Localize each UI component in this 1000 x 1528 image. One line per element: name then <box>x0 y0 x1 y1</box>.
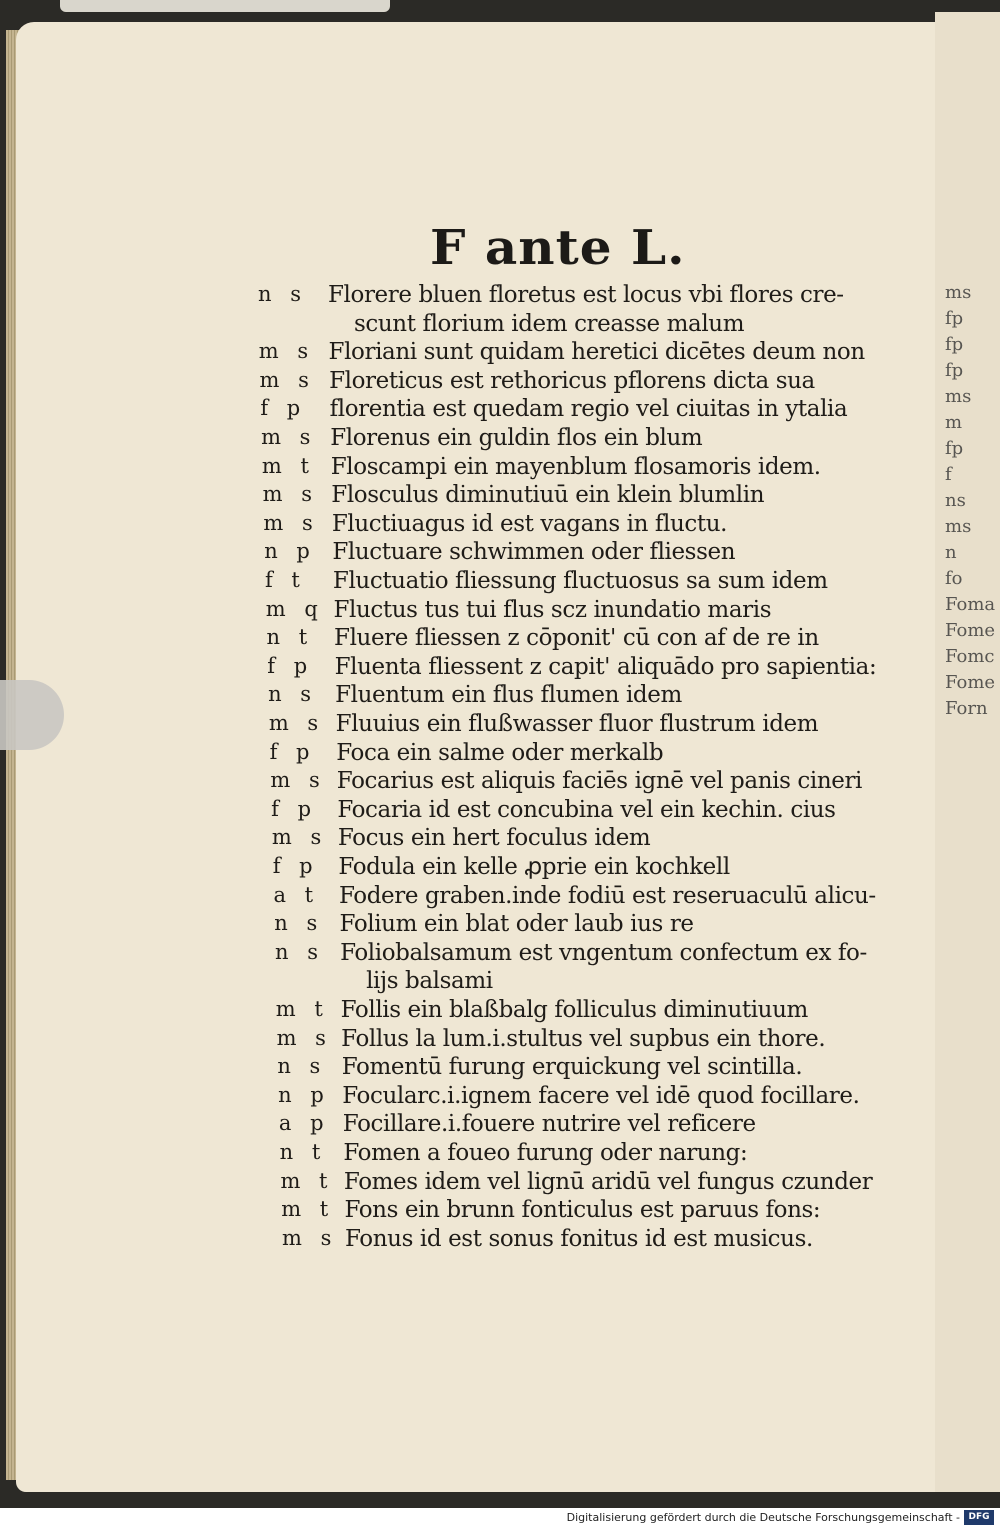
list-item <box>0 1226 900 1254</box>
facing-fragment: fp <box>945 308 964 329</box>
facing-fragment: ms <box>945 282 972 303</box>
list-item <box>0 454 900 482</box>
entry-text: Fluenta fliessent z capit' aliquādo pro sapientia: <box>334 653 877 680</box>
list-item <box>0 1140 900 1168</box>
entry-text: Foliobalsamum est vngentum confectum ex fo- <box>340 939 867 966</box>
entry-text: Floreticus est rethoricus pflorens dicta sua <box>329 367 815 394</box>
entry-text: Florere bluen floretus est locus vbi flores cre- <box>328 282 844 308</box>
facing-fragment: Forn <box>945 698 988 719</box>
list-item <box>0 396 900 424</box>
list-item <box>0 654 900 682</box>
entry-text: Fomes idem vel lignū aridū vel fungus czunder <box>343 1168 873 1195</box>
entry-text: Fluctuare schwimmen oder fliessen <box>332 539 736 566</box>
list-item <box>0 711 900 739</box>
entry-marker: n s <box>277 1054 327 1079</box>
entry-text: Focillare.i.fouere nutrire vel reficere <box>342 1111 756 1138</box>
list-item <box>0 768 900 796</box>
entry-text: Floscampi ein mayenblum flosamoris idem. <box>330 453 821 480</box>
list-item <box>0 568 900 596</box>
facing-fragment: m <box>945 412 963 433</box>
list-item <box>0 1197 900 1225</box>
entry-text: Fomen a foueo furung oder narung: <box>343 1140 748 1166</box>
entry-text: Floriani sunt quidam heretici dicētes deum non <box>328 339 865 366</box>
entry-marker: f p <box>267 653 314 678</box>
entry-marker: f t <box>264 568 306 592</box>
footer-bar <box>0 1508 1000 1528</box>
facing-fragment: fo <box>945 568 963 589</box>
entry-marker: m s <box>282 1225 338 1250</box>
entry-marker: m s <box>263 510 319 535</box>
facing-fragment: n <box>945 542 957 563</box>
entry-text: Fluctiuagus id est vagans in fluctu. <box>331 510 728 537</box>
entry-marker: m t <box>275 997 329 1021</box>
list-item <box>0 883 900 911</box>
list-item <box>0 511 900 539</box>
entry-text: Fluctuatio fliessung fluctuosus sa sum idem <box>332 568 828 594</box>
entry-text: Folium ein blat oder laub ius re <box>339 911 694 938</box>
entry-text: Fodula ein kelle ꝓprie ein kochkell <box>338 854 730 880</box>
facing-fragment: f <box>945 464 952 485</box>
entry-marker: f p <box>260 396 307 421</box>
facing-fragment: Fomc <box>945 646 995 667</box>
entry-text: Foca ein salme oder merkalb <box>336 739 664 766</box>
dfg-logo: DFG <box>964 1510 994 1525</box>
list-item <box>0 825 900 853</box>
entry-continuation: lijs balsami <box>366 968 493 995</box>
footer-credit: Digitalisierung gefördert durch die Deutsche Forschungsgemeinschaft - <box>566 1511 960 1524</box>
entry-text: Fluere fliessen z cōponit' cū con af de re in <box>334 625 819 652</box>
entry-marker: a t <box>273 882 320 907</box>
entry-text: Fomentū furung erquickung vel scintilla. <box>341 1054 803 1081</box>
entry-text: Florenus ein guldin flos ein blum <box>330 425 703 451</box>
facing-fragment: Fome <box>945 620 996 641</box>
list-item <box>0 425 900 453</box>
entry-marker: f p <box>269 739 316 764</box>
list-item <box>0 282 900 310</box>
entry-marker: n s <box>258 282 307 306</box>
list-item <box>0 997 900 1025</box>
list-item <box>0 597 900 625</box>
list-item <box>0 682 900 710</box>
list-item <box>0 1054 900 1082</box>
facing-fragment: fp <box>945 438 964 459</box>
entry-text: Focaria id est concubina vel ein kechin. cius <box>337 796 836 823</box>
entry-marker: f p <box>272 854 319 878</box>
entry-marker: n t <box>279 1140 327 1164</box>
top-clip <box>60 0 390 12</box>
list-item <box>0 1169 900 1197</box>
list-item <box>0 1026 900 1054</box>
entry-text: Fluctus tus tui flus scz inundatio maris <box>333 596 772 623</box>
entry-text: Follus la lum.i.stultus vel supbus ein thore. <box>341 1025 826 1052</box>
entry-marker: m s <box>276 1025 332 1050</box>
entry-marker: m s <box>271 825 328 850</box>
entry-text: florentia est quedam regio vel ciuitas in ytalia <box>329 396 848 423</box>
list-item <box>0 740 900 768</box>
entry-text: Focarius est aliquis faciēs ignē vel panis cineri <box>336 768 862 795</box>
entry-marker: f p <box>271 796 318 821</box>
entry-text: Fonus id est sonus fonitus id est musicus. <box>345 1225 813 1252</box>
facing-fragment: fp <box>945 334 964 355</box>
entry-marker: m s <box>270 768 326 793</box>
entry-marker: m t <box>261 453 315 478</box>
entry-marker: m s <box>258 339 315 364</box>
list-item <box>0 482 900 510</box>
entry-marker: n s <box>274 911 324 936</box>
list-item <box>0 368 900 396</box>
facing-fragment: ms <box>945 386 972 407</box>
entry-marker: m s <box>261 425 317 449</box>
list-item <box>0 1083 900 1111</box>
entry-text: Fons ein brunn fonticulus est paruus fons: <box>344 1197 821 1224</box>
entry-marker: m s <box>259 367 315 392</box>
facing-fragment: fp <box>945 360 964 381</box>
entry-text: Focus ein hert foculus idem <box>337 825 651 852</box>
list-item <box>0 940 900 968</box>
entry-text: Flosculus diminutiuū ein klein blumlin <box>331 482 765 509</box>
list-item <box>0 911 900 939</box>
entry-marker: n t <box>266 625 314 650</box>
section-heading: F ante L. <box>430 219 686 276</box>
entry-marker: m s <box>268 711 325 735</box>
entry-marker: n s <box>275 939 325 964</box>
entry-marker: a p <box>278 1111 330 1136</box>
list-item <box>0 625 900 653</box>
entry-text: Fodere graben.inde fodiū est reseruaculū alicu- <box>338 882 876 909</box>
list-item <box>0 539 900 567</box>
list-item <box>0 797 900 825</box>
list-item <box>0 854 900 882</box>
entry-text: Fluuius ein flußwasser fluor flustrum idem <box>335 711 819 737</box>
entry-marker: n p <box>278 1082 330 1107</box>
entry-marker: m s <box>262 482 319 507</box>
facing-fragment: Fome <box>945 672 996 693</box>
facing-fragment: ms <box>945 516 972 537</box>
entry-text: Follis ein blaßbalg folliculus diminutiuum <box>340 997 808 1023</box>
entry-marker: m t <box>281 1197 335 1222</box>
entry-marker: n s <box>268 682 318 707</box>
entry-continuation: scunt florium idem creasse malum <box>354 310 745 337</box>
facing-fragment: ns <box>945 490 966 511</box>
entry-marker: m q <box>265 596 324 621</box>
list-item <box>0 339 900 367</box>
facing-fragment: Foma <box>945 594 996 615</box>
entry-text: Fluentum ein flus flumen idem <box>335 682 682 709</box>
entry-text: Focularc.i.ignem facere vel idē quod focillare. <box>342 1082 860 1109</box>
entry-marker: n p <box>264 539 316 564</box>
facing-page-text <box>945 280 1000 1180</box>
entry-marker: m t <box>280 1168 334 1193</box>
list-item <box>0 1111 900 1139</box>
